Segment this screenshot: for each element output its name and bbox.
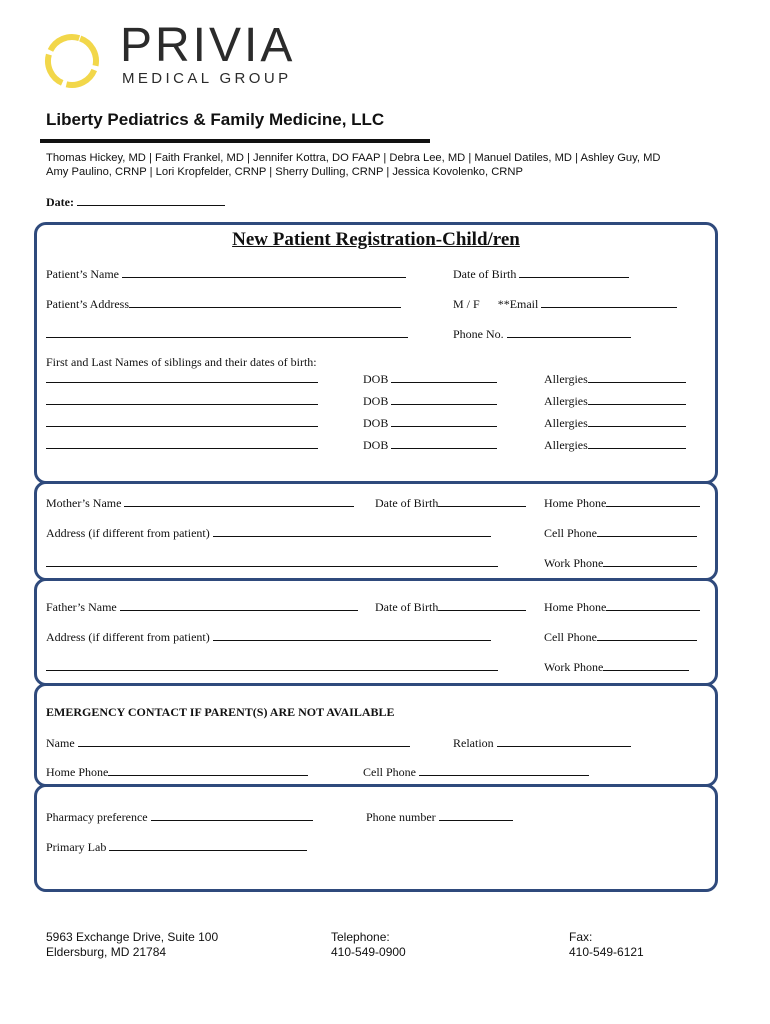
sibling-allergies-row: [544, 393, 686, 409]
date-field[interactable]: [77, 194, 225, 206]
sibling-allergies-label: Allergies: [544, 372, 588, 386]
patient-name-label: Patient’s Name: [46, 267, 119, 281]
emergency-relation-field[interactable]: [497, 735, 631, 747]
father-section: [34, 578, 718, 686]
father-name-label: Father’s Name: [46, 600, 117, 614]
mother-section: [34, 481, 718, 581]
patient-address-label: Patient’s Address: [46, 297, 129, 311]
sibling-dob-label: DOB: [363, 416, 389, 430]
pharmacy-pref-label: Pharmacy preference: [46, 810, 148, 824]
father-name-row: [46, 599, 358, 615]
emergency-heading: EMERGENCY CONTACT IF PARENT(S) ARE NOT AVAILABLE: [46, 705, 395, 719]
patient-phone-row: [453, 326, 631, 342]
sibling-allergies-field[interactable]: [588, 437, 686, 449]
patient-dob-field[interactable]: [519, 266, 629, 278]
mother-work-phone-label: Work Phone: [544, 556, 604, 570]
sibling-dob-label: DOB: [363, 394, 389, 408]
patient-sex-email-row: [453, 296, 677, 312]
mother-address-field-2[interactable]: [46, 555, 498, 567]
mother-home-phone-row: [544, 495, 700, 511]
sibling-dob-field[interactable]: [391, 371, 497, 383]
father-address-label: Address (if different from patient): [46, 630, 210, 644]
mother-address-line-2: [46, 555, 498, 571]
sibling-dob-row: [363, 371, 497, 387]
pharmacy-pref-field[interactable]: [151, 809, 313, 821]
primary-lab-label: Primary Lab: [46, 840, 107, 854]
pharmacy-phone-row: [366, 809, 513, 825]
father-address-field-2[interactable]: [46, 659, 498, 671]
primary-lab-field[interactable]: [109, 839, 307, 851]
mother-address-row: [46, 525, 491, 541]
footer-fax: [569, 930, 644, 960]
patient-address-row: [46, 296, 401, 312]
sibling-dob-label: DOB: [363, 438, 389, 452]
mother-dob-row: [375, 495, 526, 511]
practice-name: Liberty Pediatrics & Family Medicine, LLC: [46, 110, 385, 129]
mother-cell-phone-label: Cell Phone: [544, 526, 597, 540]
mother-address-label: Address (if different from patient): [46, 526, 210, 540]
footer-telephone-label: Telephone:: [331, 930, 390, 944]
providers-line-1: Thomas Hickey, MD | Faith Frankel, MD | Jennifer Kottra, DO FAAP | Debra Lee, MD | Manuel Datiles, MD | Ashley Guy, MD: [46, 152, 661, 164]
father-home-phone-field[interactable]: [606, 599, 700, 611]
patient-address-field-2[interactable]: [46, 326, 408, 338]
sex-label[interactable]: M / F: [453, 297, 480, 311]
patient-address-field[interactable]: [129, 296, 401, 308]
father-dob-row: [375, 599, 526, 615]
patient-phone-field[interactable]: [507, 326, 631, 338]
father-work-phone-label: Work Phone: [544, 660, 604, 674]
patient-section: [34, 222, 718, 484]
father-home-phone-label: Home Phone: [544, 600, 607, 614]
emergency-name-label: Name: [46, 736, 75, 750]
privia-logo-ring-icon: [44, 33, 100, 89]
form-title: New Patient Registration-Child/ren: [232, 229, 520, 250]
email-label: **Email: [497, 297, 539, 311]
primary-lab-row: [46, 839, 307, 855]
emergency-cell-phone-label: Cell Phone: [363, 765, 416, 779]
logo-wordmark: PRIVIA: [120, 19, 296, 72]
patient-dob-row: [453, 266, 629, 282]
footer-telephone: [331, 930, 406, 960]
footer-fax-label: Fax:: [569, 930, 593, 944]
providers-line-2: Amy Paulino, CRNP | Lori Kropfelder, CRNP | Sherry Dulling, CRNP | Jessica Kovolenko, CRNP: [46, 166, 523, 178]
father-dob-field[interactable]: [438, 599, 526, 611]
patient-name-row: [46, 266, 406, 282]
sibling-allergies-label: Allergies: [544, 416, 588, 430]
mother-cell-phone-row: [544, 525, 697, 541]
mother-name-field[interactable]: [124, 495, 354, 507]
emergency-home-phone-row: [46, 764, 308, 780]
father-address-line-2: [46, 659, 498, 675]
mother-name-label: Mother’s Name: [46, 496, 122, 510]
sibling-row: [46, 437, 318, 453]
sibling-allergies-row: [544, 437, 686, 453]
father-cell-phone-row: [544, 629, 697, 645]
footer-address-line-2: Eldersburg, MD 21784: [46, 945, 167, 959]
sibling-dob-row: [363, 393, 497, 409]
mother-dob-label: Date of Birth: [375, 496, 439, 510]
sibling-name-field[interactable]: [46, 371, 318, 383]
sibling-dob-row: [363, 437, 497, 453]
sibling-dob-row: [363, 415, 497, 431]
pharmacy-phone-field[interactable]: [439, 809, 513, 821]
footer-telephone-number: 410-549-0900: [331, 945, 406, 959]
patient-name-field[interactable]: [122, 266, 406, 278]
sibling-dob-field[interactable]: [391, 437, 497, 449]
father-cell-phone-field[interactable]: [597, 629, 697, 641]
father-home-phone-row: [544, 599, 700, 615]
footer-address-line-1: 5963 Exchange Drive, Suite 100: [46, 930, 219, 944]
father-address-row: [46, 629, 491, 645]
logo-subtitle: MEDICAL GROUP: [122, 70, 292, 87]
father-work-phone-field[interactable]: [603, 659, 689, 671]
mother-dob-field[interactable]: [438, 495, 526, 507]
emergency-home-phone-label: Home Phone: [46, 765, 109, 779]
mother-work-phone-field[interactable]: [603, 555, 697, 567]
father-name-field[interactable]: [120, 599, 358, 611]
emergency-cell-phone-row: [363, 764, 589, 780]
date-row: [46, 194, 225, 210]
father-work-phone-row: [544, 659, 689, 675]
sibling-allergies-label: Allergies: [544, 394, 588, 408]
patient-address-line-2: [46, 326, 408, 342]
date-label: Date:: [46, 195, 74, 209]
sibling-name-field[interactable]: [46, 415, 318, 427]
footer-fax-number: 410-549-6121: [569, 945, 644, 959]
sibling-name-field[interactable]: [46, 393, 318, 405]
emergency-name-row: [46, 735, 410, 751]
sibling-row: [46, 415, 318, 431]
footer-address: [46, 930, 218, 960]
emergency-name-field[interactable]: [78, 735, 410, 747]
sibling-row: [46, 371, 318, 387]
emergency-relation-label: Relation: [453, 736, 494, 750]
sibling-name-field[interactable]: [46, 437, 318, 449]
emergency-home-phone-field[interactable]: [108, 764, 308, 776]
mother-home-phone-field[interactable]: [606, 495, 700, 507]
patient-phone-label: Phone No.: [453, 327, 504, 341]
email-field[interactable]: [541, 296, 677, 308]
pharmacy-pref-row: [46, 809, 313, 825]
pharmacy-phone-label: Phone number: [366, 810, 436, 824]
siblings-label: First and Last Names of siblings and their dates of birth:: [46, 355, 317, 369]
sibling-allergies-row: [544, 371, 686, 387]
sibling-dob-field[interactable]: [391, 393, 497, 405]
header-rule: [40, 139, 430, 143]
emergency-section: [34, 683, 718, 787]
sibling-dob-field[interactable]: [391, 415, 497, 427]
emergency-cell-phone-field[interactable]: [419, 764, 589, 776]
father-cell-phone-label: Cell Phone: [544, 630, 597, 644]
mother-work-phone-row: [544, 555, 697, 571]
sibling-allergies-field[interactable]: [588, 393, 686, 405]
sibling-dob-label: DOB: [363, 372, 389, 386]
mother-address-field[interactable]: [213, 525, 491, 537]
emergency-relation-row: [453, 735, 631, 751]
sibling-allergies-field[interactable]: [588, 415, 686, 427]
patient-dob-label: Date of Birth: [453, 267, 517, 281]
mother-name-row: [46, 495, 354, 511]
sibling-allergies-field[interactable]: [588, 371, 686, 383]
sibling-allergies-row: [544, 415, 686, 431]
pharmacy-section: [34, 784, 718, 892]
mother-cell-phone-field[interactable]: [597, 525, 697, 537]
father-dob-label: Date of Birth: [375, 600, 439, 614]
father-address-field[interactable]: [213, 629, 491, 641]
sibling-allergies-label: Allergies: [544, 438, 588, 452]
sibling-row: [46, 393, 318, 409]
mother-home-phone-label: Home Phone: [544, 496, 607, 510]
